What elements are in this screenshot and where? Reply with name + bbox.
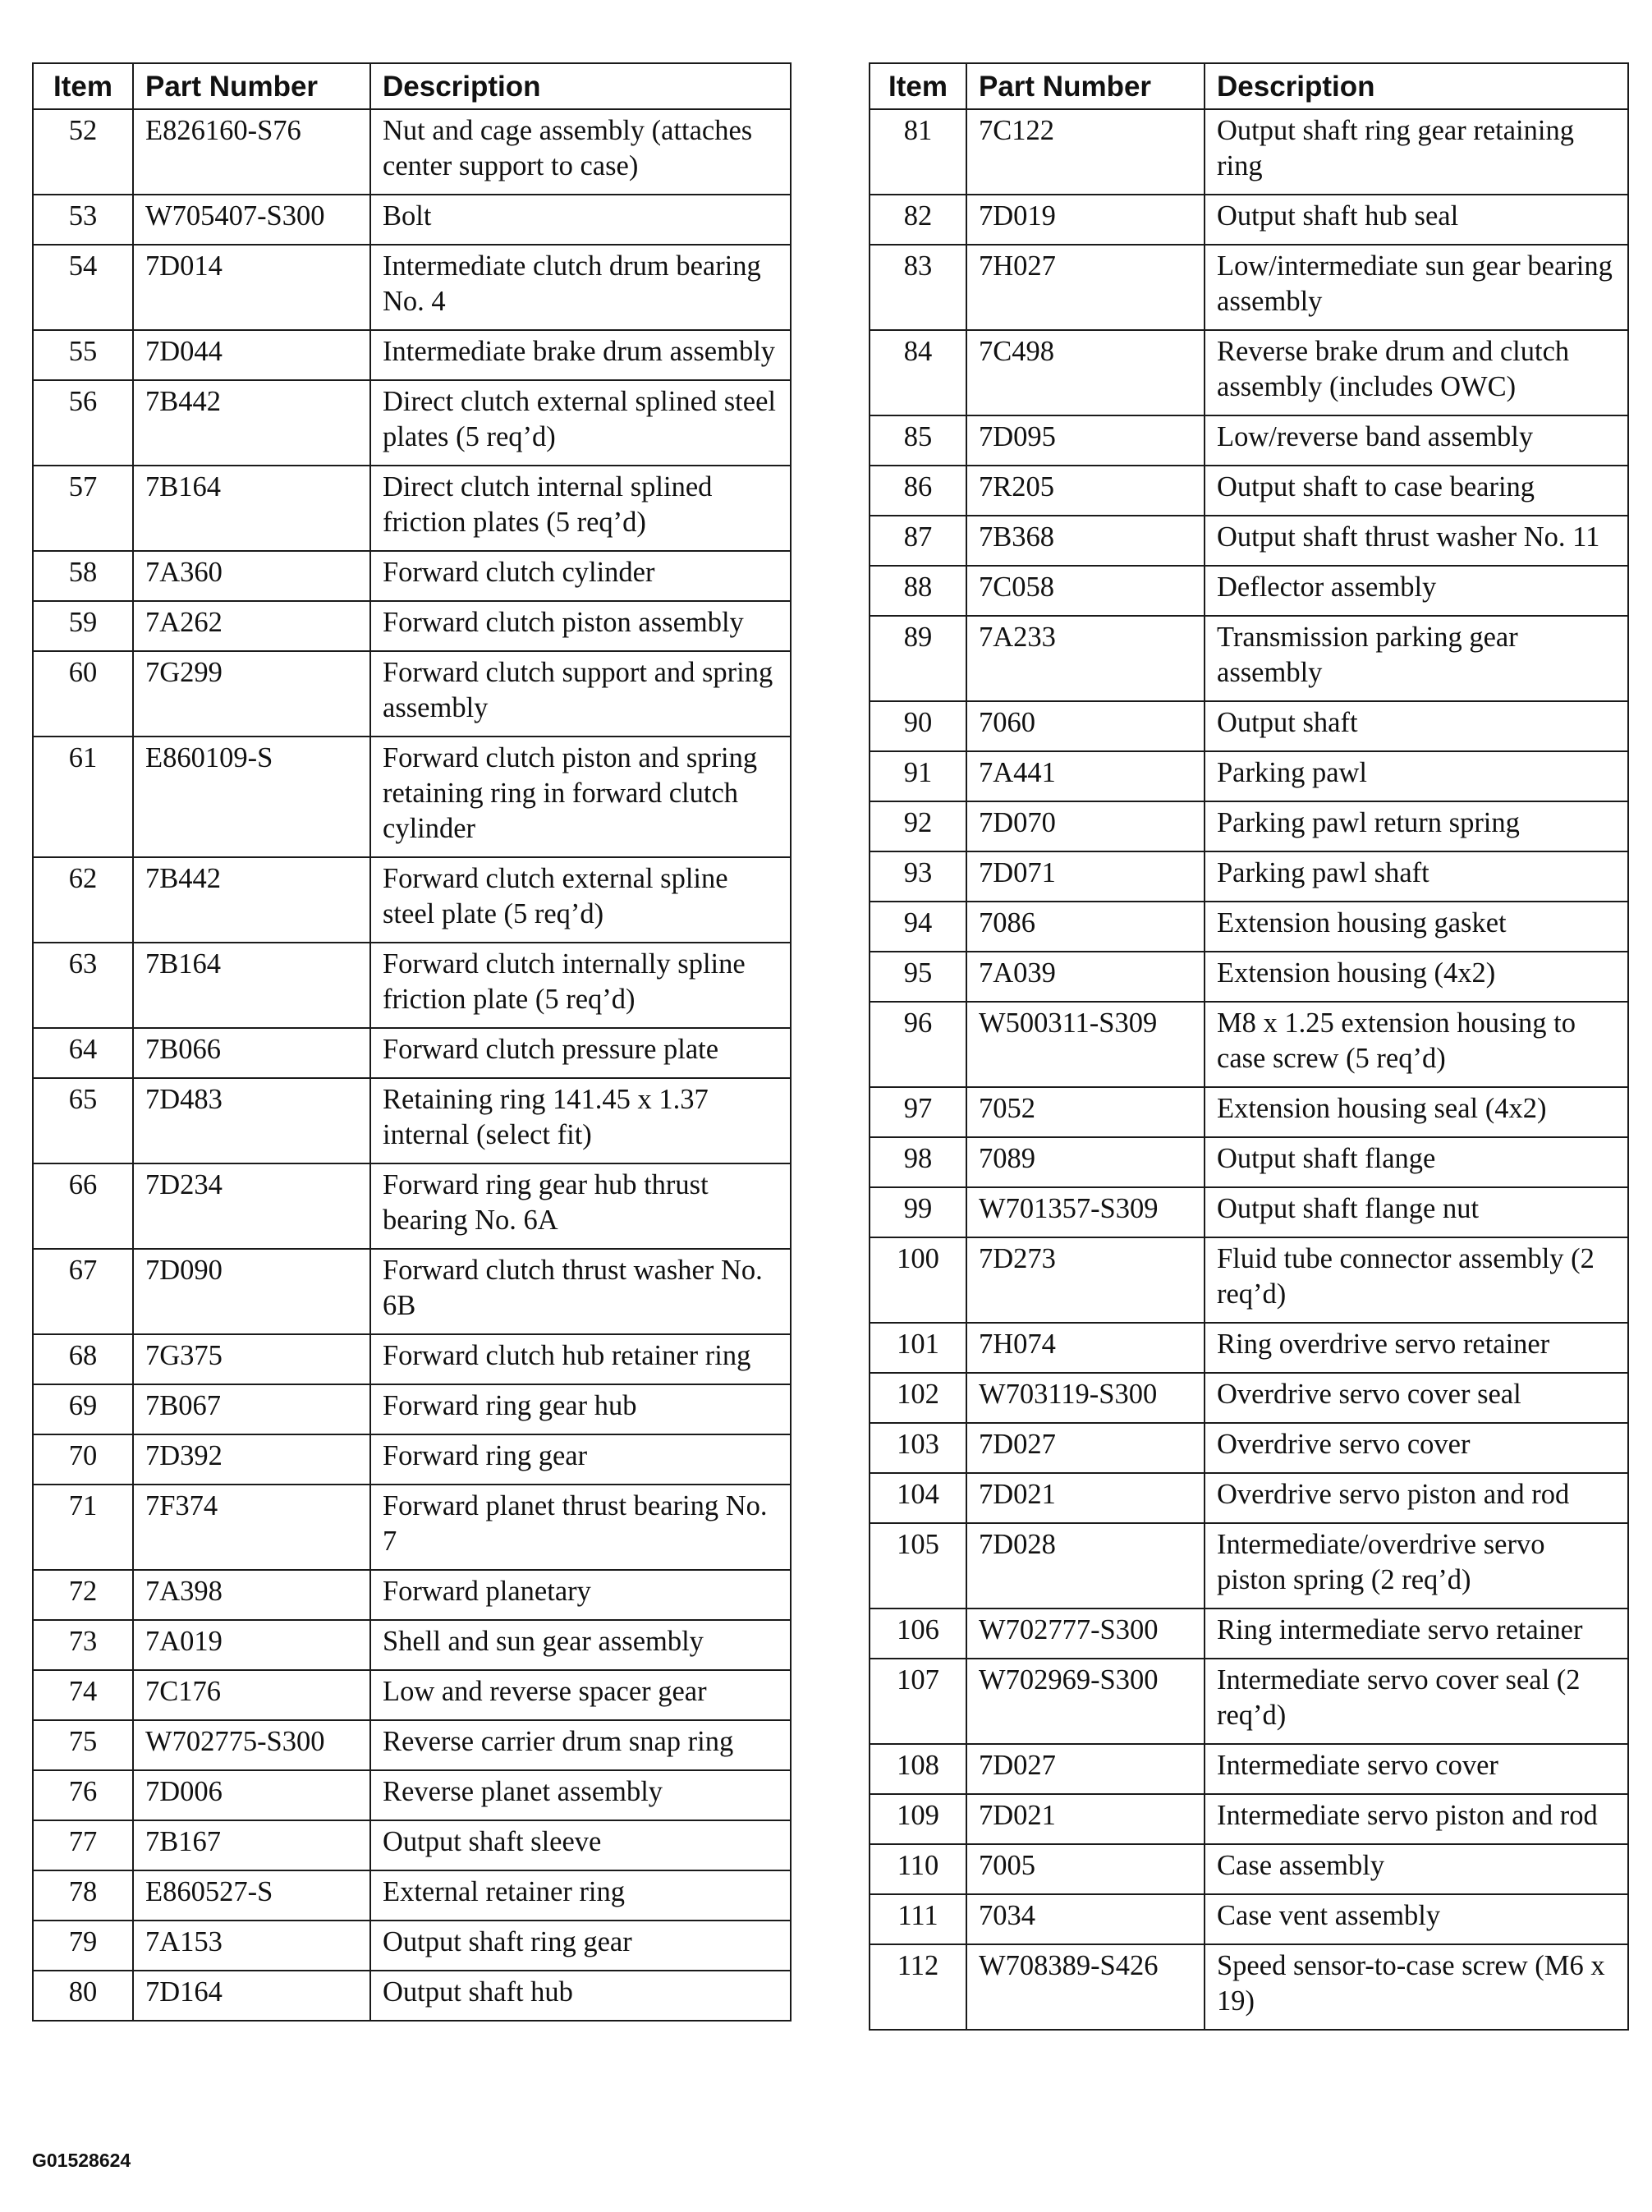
cell-description: Fluid tube connector assembly (2 req’d) [1205,1237,1628,1323]
table-row [33,651,791,737]
cell-description: Reverse planet assembly [370,1770,791,1820]
table-header-row [870,63,1628,109]
table-row [870,1137,1628,1187]
cell-item: 81 [870,109,966,195]
table-row [870,566,1628,616]
cell-part-number: 7034 [966,1894,1205,1944]
cell-description: Forward clutch support and spring assembly [370,651,791,737]
cell-description: Direct clutch internal splined friction plates (5 req’d) [370,466,791,551]
cell-description: Deflector assembly [1205,566,1628,616]
table-row [870,109,1628,195]
cell-part-number: W702775-S300 [133,1720,370,1770]
table-row [33,1078,791,1163]
cell-description: Intermediate servo cover [1205,1744,1628,1794]
cell-item: 112 [870,1944,966,2030]
table-row [870,801,1628,851]
cell-part-number: E826160-S76 [133,109,370,195]
table-row [33,1820,791,1870]
cell-part-number: 7B164 [133,466,370,551]
cell-item: 111 [870,1894,966,1944]
cell-part-number: W705407-S300 [133,195,370,245]
table-row [870,195,1628,245]
cell-description: Output shaft ring gear [370,1921,791,1971]
table-row [33,601,791,651]
cell-item: 105 [870,1523,966,1609]
table-row [870,1187,1628,1237]
cell-part-number: 7005 [966,1844,1205,1894]
table-row [870,1844,1628,1894]
cell-description: Low/reverse band assembly [1205,415,1628,466]
cell-description: Low and reverse spacer gear [370,1670,791,1720]
cell-description: Intermediate servo piston and rod [1205,1794,1628,1844]
figure-id: G01528624 [32,2150,131,2171]
cell-item: 59 [33,601,133,651]
cell-item: 104 [870,1473,966,1523]
cell-part-number: W702777-S300 [966,1609,1205,1659]
header-description: Description [1205,63,1628,109]
cell-description: Output shaft hub seal [1205,195,1628,245]
table-row [870,1323,1628,1373]
cell-part-number: 7G299 [133,651,370,737]
cell-item: 98 [870,1137,966,1187]
cell-item: 96 [870,1002,966,1087]
table-row [33,1163,791,1249]
cell-description: Forward clutch piston and spring retaining ring in forward clutch cylinder [370,737,791,857]
cell-item: 73 [33,1620,133,1670]
table-row [33,195,791,245]
cell-description: Extension housing seal (4x2) [1205,1087,1628,1137]
cell-item: 82 [870,195,966,245]
cell-description: Extension housing (4x2) [1205,952,1628,1002]
cell-description: Forward ring gear hub [370,1384,791,1434]
cell-item: 100 [870,1237,966,1323]
cell-item: 80 [33,1971,133,2021]
table-body-right [870,109,1628,2030]
table-row [33,245,791,330]
table-row [33,1334,791,1384]
cell-description: Output shaft [1205,701,1628,751]
cell-description: Bolt [370,195,791,245]
cell-description: Output shaft flange [1205,1137,1628,1187]
cell-part-number: 7G375 [133,1334,370,1384]
cell-description: Shell and sun gear assembly [370,1620,791,1670]
header-part-number: Part Number [133,63,370,109]
table-row [33,380,791,466]
cell-part-number: 7D044 [133,330,370,380]
cell-description: Output shaft to case bearing [1205,466,1628,516]
cell-part-number: W702969-S300 [966,1659,1205,1744]
cell-part-number: 7D027 [966,1744,1205,1794]
table-row [870,1894,1628,1944]
cell-description: Parking pawl shaft [1205,851,1628,902]
cell-part-number: 7089 [966,1137,1205,1187]
table-row [870,1659,1628,1744]
cell-description: Nut and cage assembly (attaches center support to case) [370,109,791,195]
cell-description: Forward planet thrust bearing No. 7 [370,1485,791,1570]
table-row [33,109,791,195]
cell-description: Intermediate clutch drum bearing No. 4 [370,245,791,330]
cell-part-number: 7086 [966,902,1205,952]
cell-part-number: 7D019 [966,195,1205,245]
cell-part-number: 7B368 [966,516,1205,566]
cell-description: Transmission parking gear assembly [1205,616,1628,701]
cell-part-number: 7B167 [133,1820,370,1870]
cell-part-number: E860109-S [133,737,370,857]
table-row [870,1944,1628,2030]
table-row [33,1434,791,1485]
cell-part-number: 7A360 [133,551,370,601]
table-row [33,1770,791,1820]
cell-item: 90 [870,701,966,751]
cell-item: 65 [33,1078,133,1163]
cell-part-number: 7R205 [966,466,1205,516]
cell-description: Forward ring gear hub thrust bearing No. 6A [370,1163,791,1249]
cell-item: 67 [33,1249,133,1334]
table-row [33,330,791,380]
cell-part-number: 7D095 [966,415,1205,466]
cell-part-number: 7D483 [133,1078,370,1163]
cell-part-number: W703119-S300 [966,1373,1205,1423]
table-row [870,1794,1628,1844]
table-row [870,851,1628,902]
cell-item: 76 [33,1770,133,1820]
cell-description: Forward clutch external spline steel plate (5 req’d) [370,857,791,943]
table-row [33,466,791,551]
table-row [870,516,1628,566]
cell-item: 88 [870,566,966,616]
cell-item: 92 [870,801,966,851]
cell-item: 83 [870,245,966,330]
cell-description: Case assembly [1205,1844,1628,1894]
parts-table-right [869,62,1629,2031]
cell-part-number: 7D014 [133,245,370,330]
cell-item: 99 [870,1187,966,1237]
cell-description: M8 x 1.25 extension housing to case screw (5 req’d) [1205,1002,1628,1087]
cell-part-number: 7D028 [966,1523,1205,1609]
table-row [870,1609,1628,1659]
cell-part-number: 7D021 [966,1473,1205,1523]
cell-item: 68 [33,1334,133,1384]
table-header-row [33,63,791,109]
cell-item: 86 [870,466,966,516]
table-row [33,1870,791,1921]
cell-item: 61 [33,737,133,857]
cell-part-number: 7A153 [133,1921,370,1971]
table-row [870,902,1628,952]
cell-description: Reverse brake drum and clutch assembly (includes OWC) [1205,330,1628,415]
cell-part-number: 7B442 [133,380,370,466]
cell-item: 77 [33,1820,133,1870]
cell-description: Intermediate/overdrive servo piston spring (2 req’d) [1205,1523,1628,1609]
cell-item: 109 [870,1794,966,1844]
cell-part-number: 7F374 [133,1485,370,1570]
cell-item: 110 [870,1844,966,1894]
cell-description: Extension housing gasket [1205,902,1628,952]
table-row [33,857,791,943]
cell-description: Retaining ring 141.45 x 1.37 internal (select fit) [370,1078,791,1163]
table-row [33,1620,791,1670]
cell-part-number: 7A233 [966,616,1205,701]
cell-part-number: 7H074 [966,1323,1205,1373]
cell-description: Output shaft flange nut [1205,1187,1628,1237]
cell-part-number: 7060 [966,701,1205,751]
cell-item: 69 [33,1384,133,1434]
cell-part-number: E860527-S [133,1870,370,1921]
table-row [33,1720,791,1770]
cell-part-number: W500311-S309 [966,1002,1205,1087]
cell-part-number: 7B067 [133,1384,370,1434]
table-row [33,551,791,601]
table-row [870,330,1628,415]
cell-part-number: 7A262 [133,601,370,651]
cell-item: 107 [870,1659,966,1744]
table-row [870,1002,1628,1087]
cell-item: 95 [870,952,966,1002]
cell-item: 102 [870,1373,966,1423]
table-row [33,1670,791,1720]
cell-part-number: 7A441 [966,751,1205,801]
cell-item: 56 [33,380,133,466]
cell-description: External retainer ring [370,1870,791,1921]
header-item: Item [870,63,966,109]
table-row [870,616,1628,701]
cell-item: 57 [33,466,133,551]
cell-part-number: 7A019 [133,1620,370,1670]
cell-description: Direct clutch external splined steel plates (5 req’d) [370,380,791,466]
header-description: Description [370,63,791,109]
cell-description: Forward clutch cylinder [370,551,791,601]
cell-part-number: 7052 [966,1087,1205,1137]
cell-item: 66 [33,1163,133,1249]
table-row [33,737,791,857]
cell-item: 78 [33,1870,133,1921]
cell-item: 53 [33,195,133,245]
table-row [870,1423,1628,1473]
cell-part-number: 7D027 [966,1423,1205,1473]
table-row [870,1237,1628,1323]
cell-part-number: 7B164 [133,943,370,1028]
cell-part-number: 7D006 [133,1770,370,1820]
cell-description: Speed sensor-to-case screw (M6 x 19) [1205,1944,1628,2030]
parts-table-left [32,62,792,2022]
cell-item: 74 [33,1670,133,1720]
cell-part-number: 7D273 [966,1237,1205,1323]
cell-item: 63 [33,943,133,1028]
cell-part-number: 7C176 [133,1670,370,1720]
header-part-number: Part Number [966,63,1205,109]
table-row [870,1744,1628,1794]
cell-description: Parking pawl return spring [1205,801,1628,851]
table-body-left [33,109,791,2021]
table-row [33,1971,791,2021]
table-row [33,1384,791,1434]
cell-description: Forward clutch hub retainer ring [370,1334,791,1384]
table-row [870,415,1628,466]
cell-part-number: 7C058 [966,566,1205,616]
table-row [33,1485,791,1570]
cell-item: 62 [33,857,133,943]
cell-item: 71 [33,1485,133,1570]
table-row [870,701,1628,751]
cell-part-number: 7H027 [966,245,1205,330]
cell-description: Low/intermediate sun gear bearing assembly [1205,245,1628,330]
cell-item: 89 [870,616,966,701]
cell-item: 87 [870,516,966,566]
cell-item: 60 [33,651,133,737]
cell-description: Forward clutch pressure plate [370,1028,791,1078]
table-row [33,1570,791,1620]
cell-description: Overdrive servo cover [1205,1423,1628,1473]
cell-description: Reverse carrier drum snap ring [370,1720,791,1770]
cell-description: Forward clutch internally spline friction plate (5 req’d) [370,943,791,1028]
cell-item: 79 [33,1921,133,1971]
cell-part-number: 7D392 [133,1434,370,1485]
cell-part-number: 7B066 [133,1028,370,1078]
header-item: Item [33,63,133,109]
cell-part-number: 7D070 [966,801,1205,851]
cell-part-number: 7C122 [966,109,1205,195]
table-row [870,1473,1628,1523]
cell-item: 58 [33,551,133,601]
cell-part-number: 7D071 [966,851,1205,902]
cell-item: 91 [870,751,966,801]
cell-part-number: W701357-S309 [966,1187,1205,1237]
cell-item: 55 [33,330,133,380]
cell-description: Output shaft thrust washer No. 11 [1205,516,1628,566]
cell-description: Overdrive servo piston and rod [1205,1473,1628,1523]
cell-item: 70 [33,1434,133,1485]
cell-description: Forward clutch thrust washer No. 6B [370,1249,791,1334]
table-row [870,1523,1628,1609]
cell-part-number: 7D234 [133,1163,370,1249]
cell-description: Parking pawl [1205,751,1628,801]
cell-description: Intermediate brake drum assembly [370,330,791,380]
table-row [33,1921,791,1971]
table-row [33,943,791,1028]
cell-item: 101 [870,1323,966,1373]
cell-description: Intermediate servo cover seal (2 req’d) [1205,1659,1628,1744]
cell-part-number: 7B442 [133,857,370,943]
cell-item: 103 [870,1423,966,1473]
cell-part-number: 7D021 [966,1794,1205,1844]
cell-item: 52 [33,109,133,195]
cell-part-number: 7A039 [966,952,1205,1002]
cell-item: 64 [33,1028,133,1078]
cell-description: Ring intermediate servo retainer [1205,1609,1628,1659]
cell-part-number: 7D090 [133,1249,370,1334]
cell-part-number: 7C498 [966,330,1205,415]
table-row [870,466,1628,516]
cell-description: Forward ring gear [370,1434,791,1485]
cell-item: 108 [870,1744,966,1794]
cell-item: 85 [870,415,966,466]
cell-description: Output shaft sleeve [370,1820,791,1870]
cell-description: Output shaft ring gear retaining ring [1205,109,1628,195]
cell-item: 97 [870,1087,966,1137]
table-row [870,1373,1628,1423]
cell-item: 72 [33,1570,133,1620]
table-row [870,952,1628,1002]
cell-description: Forward clutch piston assembly [370,601,791,651]
table-row [870,245,1628,330]
cell-part-number: 7D164 [133,1971,370,2021]
table-row [870,751,1628,801]
table-row [33,1028,791,1078]
cell-description: Forward planetary [370,1570,791,1620]
cell-description: Case vent assembly [1205,1894,1628,1944]
cell-item: 93 [870,851,966,902]
cell-item: 54 [33,245,133,330]
cell-description: Ring overdrive servo retainer [1205,1323,1628,1373]
cell-description: Overdrive servo cover seal [1205,1373,1628,1423]
table-row [33,1249,791,1334]
cell-item: 84 [870,330,966,415]
cell-part-number: W708389-S426 [966,1944,1205,2030]
cell-item: 94 [870,902,966,952]
table-row [870,1087,1628,1137]
cell-item: 106 [870,1609,966,1659]
cell-part-number: 7A398 [133,1570,370,1620]
cell-item: 75 [33,1720,133,1770]
cell-description: Output shaft hub [370,1971,791,2021]
